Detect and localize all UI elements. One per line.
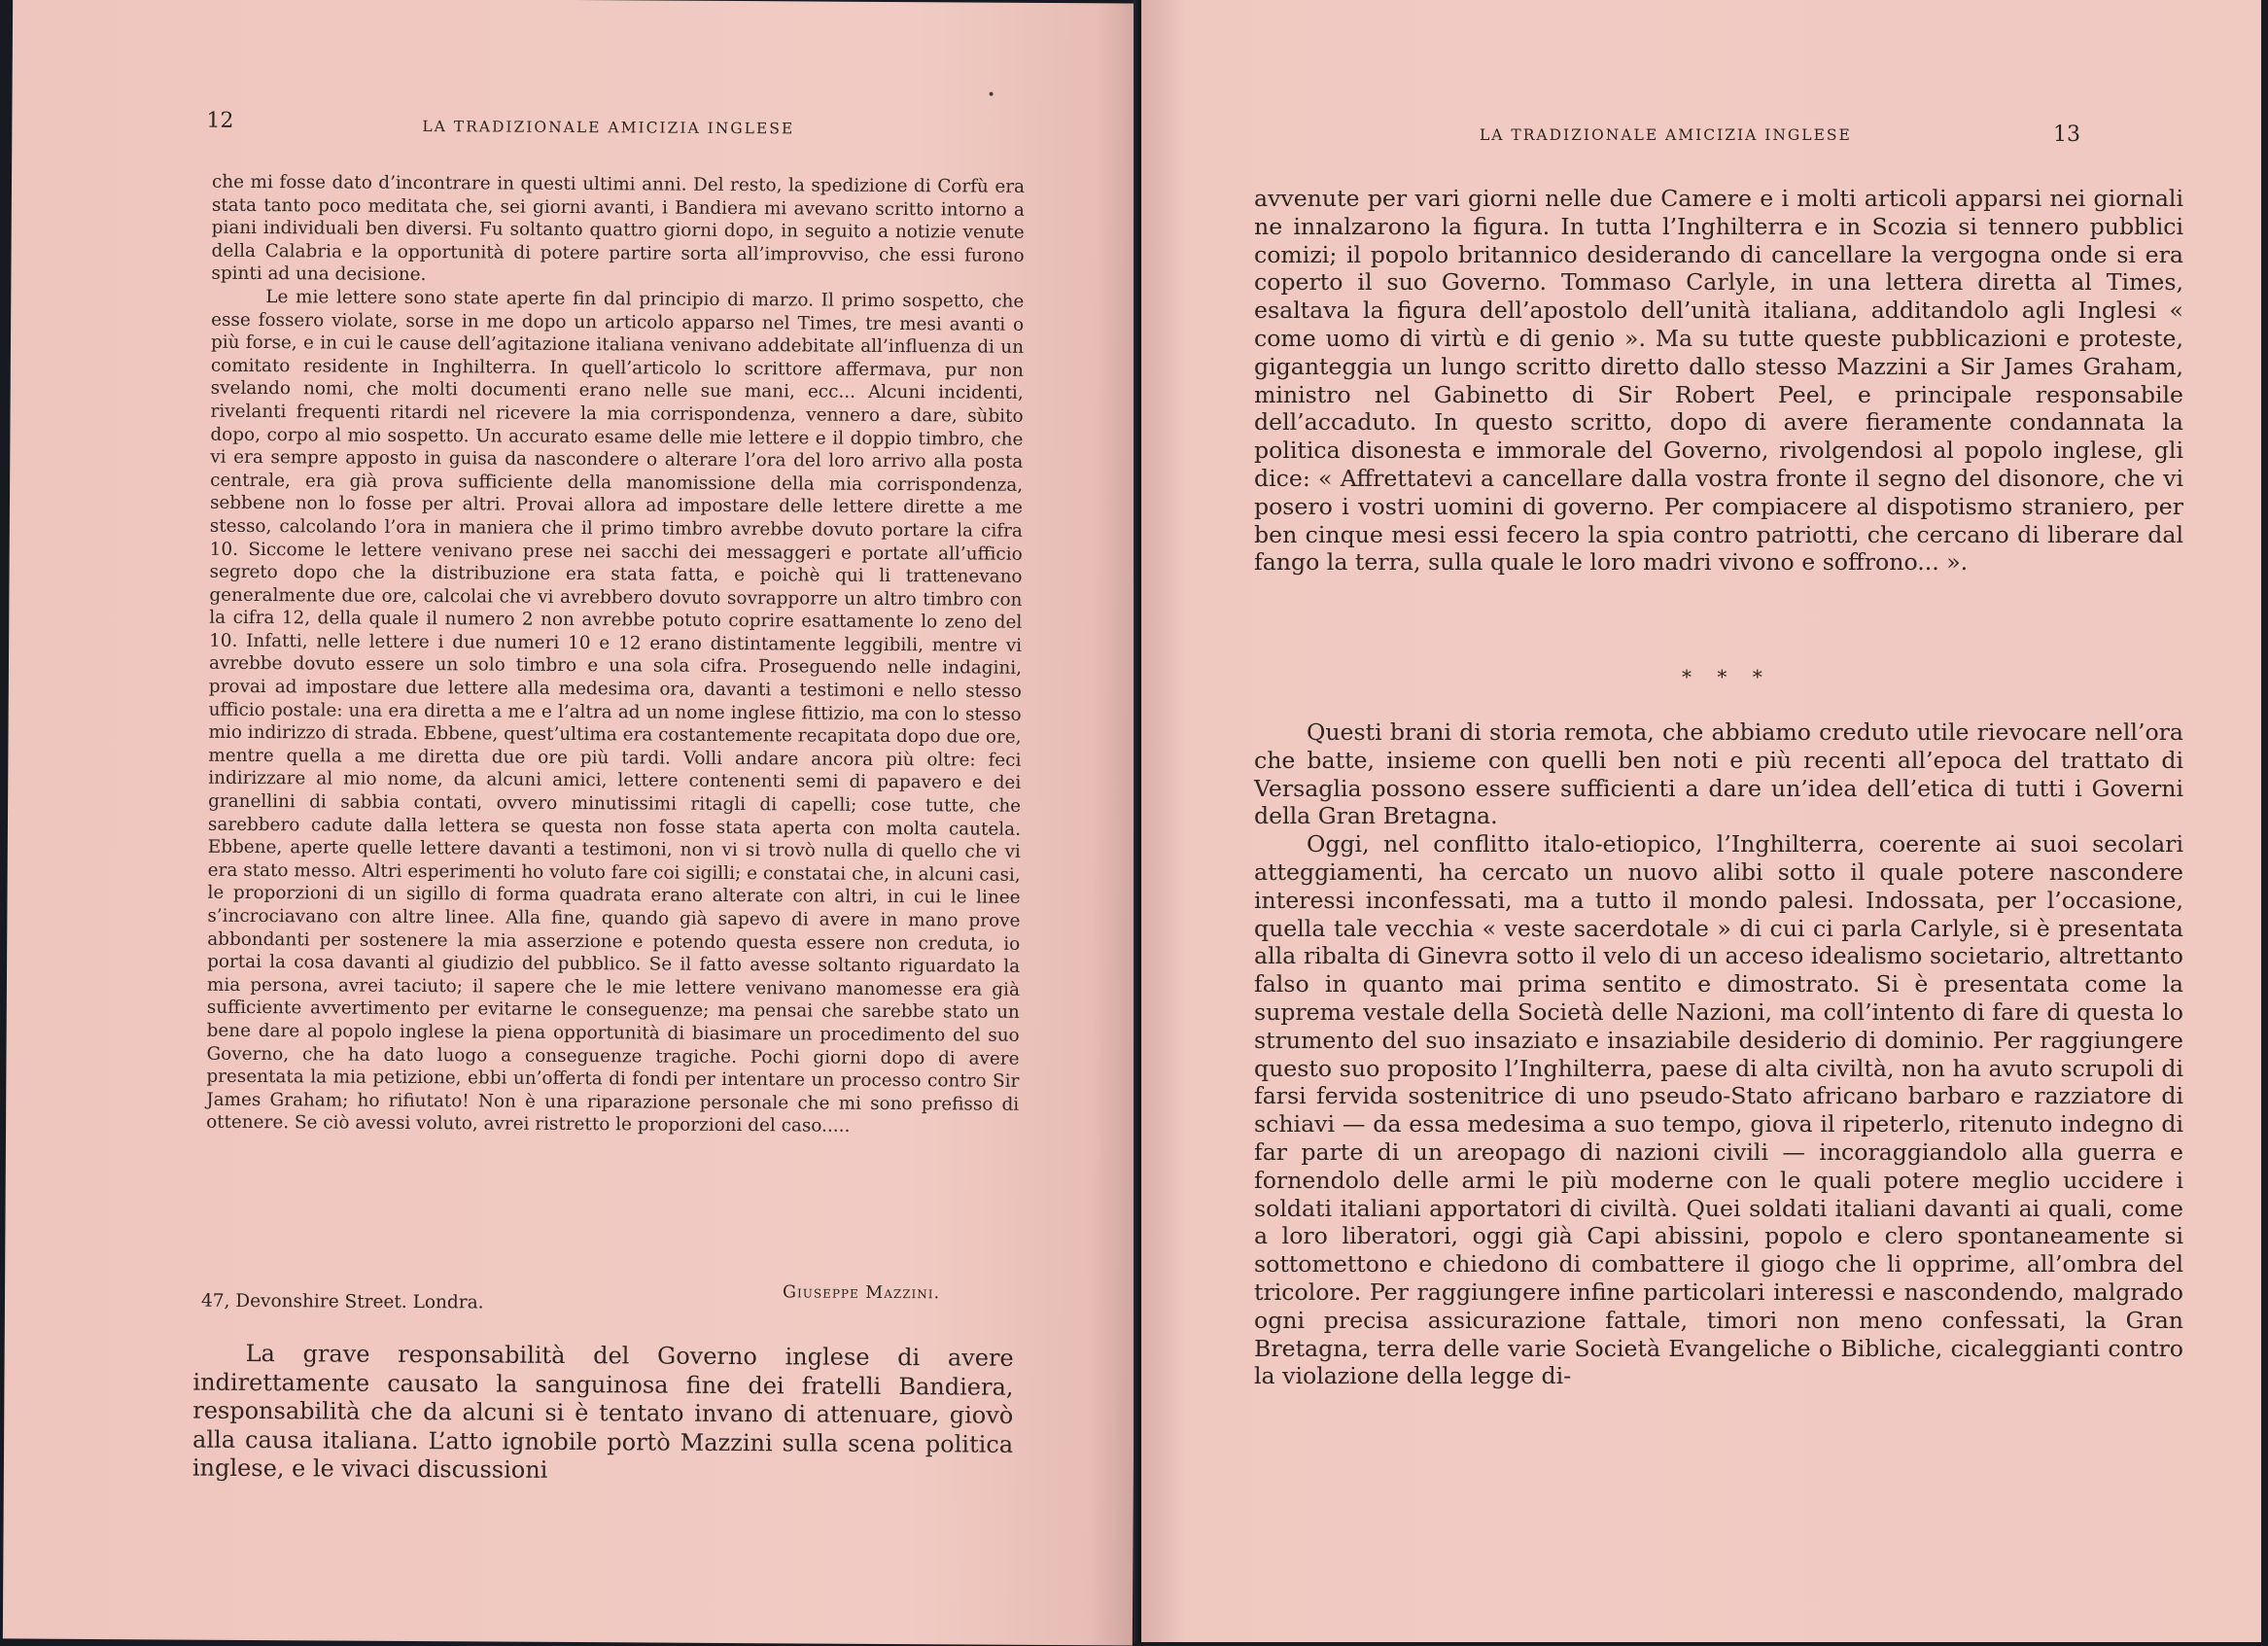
paragraph: Questi brani di storia remota, che abbiamo creduto utile rievocare nell’ora che batte, insieme con quelli ben noti e più recenti all’epoca del trattato di Versaglia possono essere sufficienti a dare un’idea dell’etica di tutti i Governi della Gran Bretagna. <box>1254 718 2183 830</box>
right-page <box>1141 0 2261 1642</box>
right-body-text-top <box>1254 185 2183 577</box>
paragraph: Le mie lettere sono state aperte fin dal principio di marzo. Il primo sospetto, che esse fossero violate, sorse in me dopo un articolo apparso nel Times, tre mesi avanti o più forse, e in cui le cause dell’agitazione italiana venivano addebitate all’influenza di un comitato residente in Inghilterra. In quell’articolo lo scrittore affermava, pur non svelando nomi, che molti documenti erano nelle sue mani, ecc... Alcuni incidenti, rivelanti frequenti ritardi nel ricevere la mia corrispondenza, vennero a dare, sùbito dopo, corpo al mio sospetto. Un accurato esame delle mie lettere e il doppio timbro, che vi era sempre apposto in guisa da nascondere o alterare l’ora del loro arrivo alla posta centrale, era già prova sufficiente della manomissione della mia corrispondenza, sebbene non lo fosse per altri. Provai allora ad impostare delle lettere dirette a me stesso, calcolando l’ora in maniera che il primo timbro avrebbe dovuto portare la cifra 10. Siccome le lettere venivano prese nei sacchi dei messaggeri e portate all’ufficio segreto dopo che la distribuzione era stata fatta, e poichè qui li trattenevano generalmente due ore, calcolai che vi avrebbero dovuto sovrapporre un altro timbro con la cifra 12, della quale il numero 2 non avrebbe potuto coprire esattamente lo zeno del 10. Infatti, nelle lettere i due numeri 10 e 12 erano distintamente leggibili, mentre vi avrebbe dovuto essere un solo timbro e una sola cifra. Proseguendo nelle indagini, provai ad impostare due lettere alla medesima ora, davanti a testimoni e nello stesso ufficio postale: una era diretta a me e l’altra ad un nome inglese fittizio, ma con lo stesso mio indirizzo di strada. Ebbene, quest’ultima era costantemente recapitata dopo due ore, mentre quella a me diretta due ore più tardi. Volli andare ancora più oltre: feci indirizzare al mio nome, da alcuni amici, lettere contenenti semi di papavero e dei granellini di sabbia contati, ovvero minutissimi ritagli di capelli; cose tutte, che sarebbero cadute dalla lettera se questa non fosse stata aperta con molta cautela. Ebbene, aperte quelle lettere davanti a testimoni, non vi si trovò nulla di quello che vi era stato messo. Altri esperimenti ho voluto fare coi sigilli; e constatai che, in alcuni casi, le proporzioni di un sigillo di forma quadrata erano alterate con altri, in cui le linee s’incrociavano con altre linee. Alla fine, quando già sapevo di avere in mano prove abbondanti per sostenere la mia asserzione e potendo questa essere non creduta, io portai la cosa davanti al giudizio del pubblico. Se il fatto avesse soltanto riguardato la mia persona, avrei taciuto; il sapere che le mie lettere venivano manomesse era già sufficiente avvertimento per evitarne le conseguenze; ma pensai che sarebbe stato un bene dare al popolo inglese la piena opportunità di biasimare un procedimento del suo Governo, che ha dato luogo a conseguenze tragiche. Pochi giorni dopo di avere presentata la mia petizione, ebbi un’offerta di fondi per intentare un processo contro Sir James Graham; ho rifiutato! Non è una riparazione personale che mi sono prefisso di ottenere. Se ciò avessi voluto, avrei ristretto le proporzioni del caso..... <box>206 287 1025 1138</box>
section-separator: * * * <box>1682 665 1772 688</box>
paragraph: avvenute per vari giorni nelle due Camere e i molti articoli apparsi nei giornali ne innalzarono la figura. In tutta l’Inghilterra e in Scozia si tennero pubblici comizi; il popolo britannico desiderando di cancellare la vergogna onde si era coperto il suo Governo. Tommaso Carlyle, in una lettera diretta al Times, esaltava la figura dell’apostolo dell’unità italiana, additandolo agli Inglesi « come uomo di virtù e di genio ». Ma su tutte queste pubblicazioni e proteste, giganteggia un lungo scritto diretto dallo stesso Mazzini a Sir James Graham, ministro nel Gabinetto di Sir Robert Peel, e principale responsabile dell’accaduto. In questo scritto, dopo di avere fieramente condannata la politica disonesta e immorale del Governo, rivolgendosi al popolo inglese, gli dice: « Affrettatevi a cancellare dalla vostra fronte il segno del disonore, che vi posero i vostri uomini di governo. Per compiacere al dispotismo straniero, per ben cinque mesi essi fecero la spia contro patriotti, che cercano di liberare dal fango la terra, sulla quale le loro madri vivono e soffrono... ». <box>1254 185 2183 577</box>
signature: Giuseppe Mazzini. <box>782 1282 941 1304</box>
left-closing-text <box>192 1340 1014 1488</box>
left-page-number: 12 <box>206 108 234 133</box>
left-page <box>3 0 1142 1646</box>
paragraph: La grave responsabilità del Governo inglese di avere indirettamente causato la sanguinosa fine dei fratelli Bandiera, responsabilità che da alcuni si è tentato invano di attenuare, giovò alla causa italiana. L’atto ignobile portò Mazzini sulla scena politica inglese, e le vivaci discussioni <box>192 1339 1014 1485</box>
right-page-number: 13 <box>2053 123 2080 147</box>
speck <box>990 92 994 96</box>
paragraph: Oggi, nel conflitto italo-etiopico, l’Inghilterra, coerente ai suoi secolari atteggiamenti, ha cercato un nuovo alibi sotto il quale potere nascondere interessi inconfessati, ma a tutto il mondo palesi. Indossata, per l’occasione, quella tale vecchia « veste sacerdotale » di cui ci parla Carlyle, si è presentata alla ribalta di Ginevra sotto il velo di un acceso idealismo societario, altrettanto falso in quanto mai prima sentito e dimostrato. Si è presentata come la suprema vestale della Società delle Nazioni, ma coll’intento di fare di questa lo strumento del suo insaziato e insaziabile desiderio di dominio. Per raggiungere questo suo proposito l’Inghilterra, paese di alta civiltà, non ha avuto scrupoli di farsi fervida sostenitrice di uno pseudo-Stato africano barbaro e razziatore di schiavi — da essa medesima a suo tempo, giova il ripeterlo, ritenuto indegno di far parte di un areopago di nazioni civili — incoraggiandolo alla guerra e fornendolo delle armi le più moderne con le quali potere meglio uccidere i soldati italiani apportatori di civiltà. Quei soldati italiani davanti ai quali, come a loro liberatori, oggi già Capi abissini, popolo e clero spontaneamente si sottomettono e chiedono di combattere il giogo che li opprime, all’ombra del tricolore. Per raggiungere infine particolari interessi e nascondendo, malgrado ogni precisa assicurazione fattale, timori non meno confessati, la Gran Bretagna, terra delle varie Società Evangeliche o Bibliche, cicaleggianti contro la violazione della legge di- <box>1254 830 2183 1390</box>
paragraph: che mi fosse dato d’incontrare in questi ultimi anni. Del resto, la spedizione di Corfù era stata tanto poco meditata che, sei giorni avanti, i Bandiera mi avevano scritto intorno a piani individuali ben diversi. Fu soltanto quattro giorni dopo, in seguito a notizie venute della Calabria e la opportunità di potere partire sorta all’improvviso, che essi furono spinti ad una decisione. <box>211 171 1026 286</box>
address: 47, Devonshire Street. Londra. <box>200 1290 484 1313</box>
right-running-header: LA TRADIZIONALE AMICIZIA INGLESE <box>1480 126 1852 144</box>
left-body-text <box>206 171 1025 1139</box>
left-running-header: LA TRADIZIONALE AMICIZIA INGLESE <box>422 118 795 138</box>
right-body-text-bottom <box>1254 718 2183 1390</box>
